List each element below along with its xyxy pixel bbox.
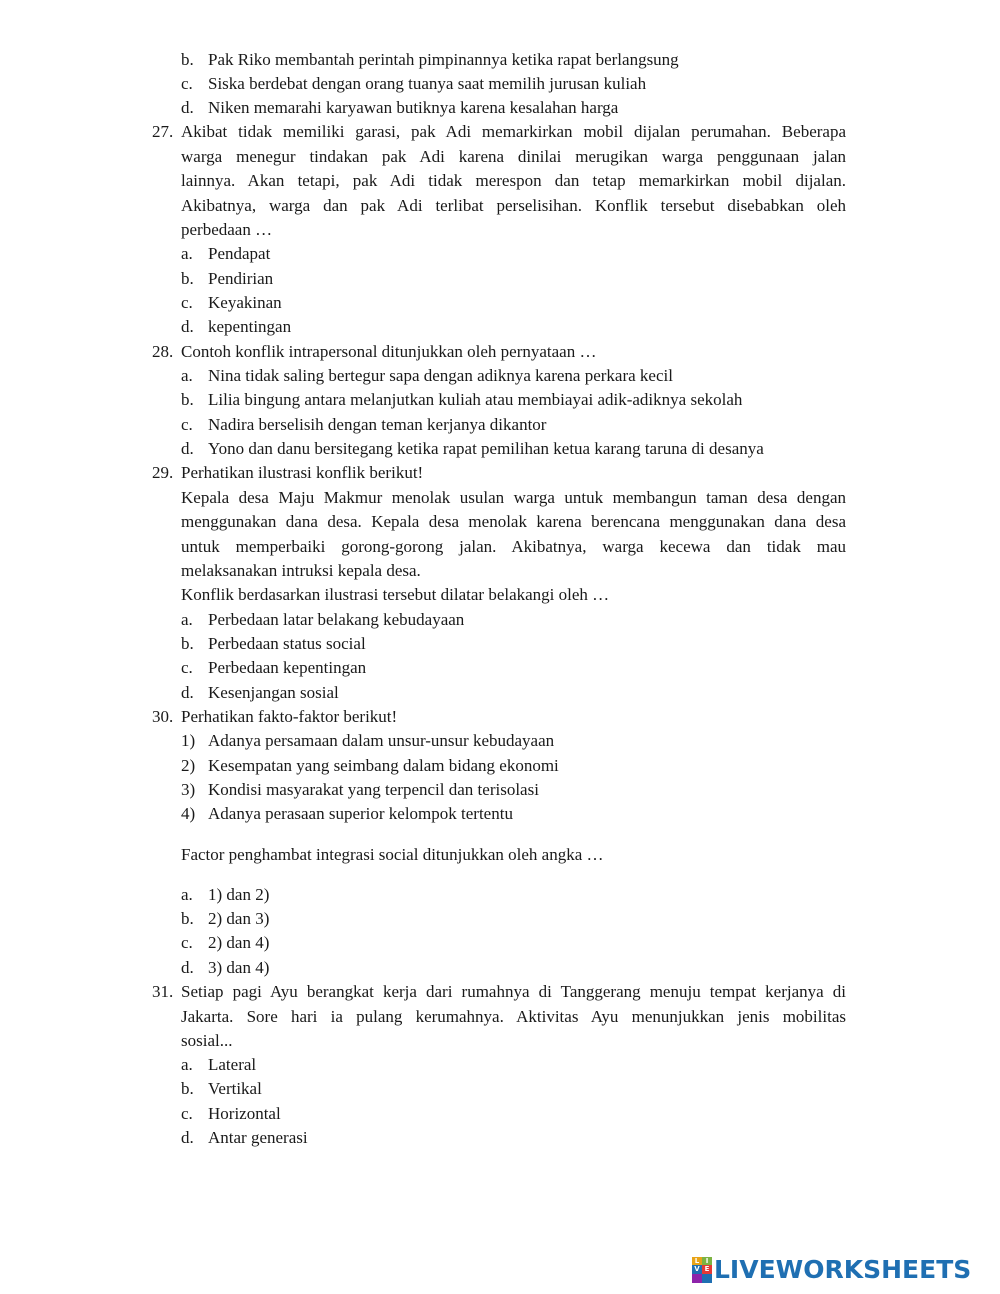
option-label: d. bbox=[181, 439, 194, 458]
option-text: Horizontal bbox=[208, 1104, 281, 1123]
option-label: c. bbox=[181, 1104, 193, 1123]
question-text: Perhatikan ilustrasi konflik berikut! bbox=[181, 463, 424, 482]
illustration-line: menggunakan dana desa. Kepala desa menolak karena berencana menggunakan dana desa bbox=[181, 512, 846, 531]
option-label: d. bbox=[181, 958, 194, 977]
option-text: Perbedaan status social bbox=[208, 634, 366, 653]
option-text: Nadira berselisih dengan teman kerjanya dikantor bbox=[208, 415, 547, 434]
factor-label: 2) bbox=[181, 756, 196, 775]
question-prompt: Factor penghambat integrasi social ditunjukkan oleh angka … bbox=[181, 845, 604, 864]
factor-text: Adanya persamaan dalam unsur-unsur kebudayaan bbox=[208, 731, 555, 750]
option-label: b. bbox=[181, 634, 194, 653]
liveworksheets-logo-icon: L I V E bbox=[692, 1257, 712, 1283]
factor-label: 1) bbox=[181, 731, 196, 750]
question-text-line: Akibatnya, warga dan pak Adi terlibat perselisihan. Konflik tersebut disebabkan oleh bbox=[181, 196, 846, 215]
option-label: b. bbox=[181, 390, 194, 409]
question-text-line: Setiap pagi Ayu berangkat kerja dari rumahnya di Tanggerang menuju tempat kerjanya di bbox=[181, 982, 846, 1001]
question-text-line: Akibat tidak memiliki garasi, pak Adi memarkirkan mobil dijalan perumahan. Beberapa bbox=[181, 122, 846, 141]
illustration-line: melaksanakan intruksi kepala desa. bbox=[181, 561, 421, 580]
option-text: Yono dan danu bersitegang ketika rapat pemilihan ketua karang taruna di desanya bbox=[208, 439, 764, 458]
option-text: 2) dan 3) bbox=[208, 909, 270, 928]
option-text: Keyakinan bbox=[208, 293, 282, 312]
option-text: kepentingan bbox=[208, 317, 292, 336]
question-number: 28. bbox=[152, 342, 174, 361]
option-label: c. bbox=[181, 74, 193, 93]
option-label: b. bbox=[181, 50, 194, 69]
option-text: Vertikal bbox=[208, 1079, 262, 1098]
illustration-line: Kepala desa Maju Makmur menolak usulan warga untuk membangun taman desa dengan bbox=[181, 488, 846, 507]
option-label: a. bbox=[181, 1055, 193, 1074]
option-label: a. bbox=[181, 885, 193, 904]
question-text: Contoh konflik intrapersonal ditunjukkan oleh pernyataan … bbox=[181, 342, 597, 361]
option-label: b. bbox=[181, 909, 194, 928]
factor-label: 3) bbox=[181, 780, 196, 799]
factor-text: Adanya perasaan superior kelompok tertentu bbox=[208, 804, 513, 823]
option-text: Perbedaan latar belakang kebudayaan bbox=[208, 610, 465, 629]
brand-name: LIVEWORKSHEETS bbox=[714, 1255, 972, 1284]
question-text-line: sosial... bbox=[181, 1031, 233, 1050]
option-text: Pak Riko membantah perintah pimpinannya ketika rapat berlangsung bbox=[208, 50, 679, 69]
option-label: d. bbox=[181, 683, 194, 702]
factor-label: 4) bbox=[181, 804, 196, 823]
illustration-line: untuk memperbaiki gorong-gorong jalan. Akibatnya, warga kecewa dan tidak mau bbox=[181, 537, 846, 556]
option-text: Kesenjangan sosial bbox=[208, 683, 339, 702]
option-text: Niken memarahi karyawan butiknya karena kesalahan harga bbox=[208, 98, 619, 117]
option-text: 2) dan 4) bbox=[208, 933, 270, 952]
option-label: c. bbox=[181, 293, 193, 312]
liveworksheets-brand[interactable] bbox=[692, 1254, 971, 1286]
question-number: 27. bbox=[152, 122, 174, 141]
option-label: c. bbox=[181, 415, 193, 434]
option-label: d. bbox=[181, 98, 194, 117]
question-number: 31. bbox=[152, 982, 174, 1001]
question-text: Perhatikan fakto-faktor berikut! bbox=[181, 707, 398, 726]
option-label: a. bbox=[181, 610, 193, 629]
question-text-line: perbedaan … bbox=[181, 220, 273, 239]
option-text: Siska berdebat dengan orang tuanya saat memilih jurusan kuliah bbox=[208, 74, 647, 93]
option-text: Lilia bingung antara melanjutkan kuliah atau membiayai adik-adiknya sekolah bbox=[208, 390, 743, 409]
question-text-line: Jakarta. Sore hari ia pulang kerumahnya. Aktivitas Ayu menunjukkan jenis mobilitas bbox=[181, 1007, 846, 1026]
option-label: d. bbox=[181, 317, 194, 336]
option-text: Lateral bbox=[208, 1055, 257, 1074]
option-text: Pendirian bbox=[208, 269, 274, 288]
option-text: Perbedaan kepentingan bbox=[208, 658, 367, 677]
option-text: 1) dan 2) bbox=[208, 885, 270, 904]
question-number: 29. bbox=[152, 463, 174, 482]
option-text: Antar generasi bbox=[208, 1128, 308, 1147]
option-text: Pendapat bbox=[208, 244, 271, 263]
question-text-line: warga menegur tindakan pak Adi karena dinilai merugikan warga penggunaan jalan bbox=[181, 147, 846, 166]
option-text: Nina tidak saling bertegur sapa dengan adiknya karena perkara kecil bbox=[208, 366, 673, 385]
option-label: d. bbox=[181, 1128, 194, 1147]
question-prompt: Konflik berdasarkan ilustrasi tersebut dilatar belakangi oleh … bbox=[181, 585, 610, 604]
option-label: a. bbox=[181, 244, 193, 263]
option-label: b. bbox=[181, 1079, 194, 1098]
option-label: c. bbox=[181, 933, 193, 952]
factor-text: Kesempatan yang seimbang dalam bidang ekonomi bbox=[208, 756, 559, 775]
question-number: 30. bbox=[152, 707, 174, 726]
factor-text: Kondisi masyarakat yang terpencil dan terisolasi bbox=[208, 780, 539, 799]
option-label: b. bbox=[181, 269, 194, 288]
option-text: 3) dan 4) bbox=[208, 958, 270, 977]
option-label: c. bbox=[181, 658, 193, 677]
question-text-line: lainnya. Akan tetapi, pak Adi tidak merespon dan tetap memarkirkan mobil dijalan. bbox=[181, 171, 846, 190]
option-label: a. bbox=[181, 366, 193, 385]
